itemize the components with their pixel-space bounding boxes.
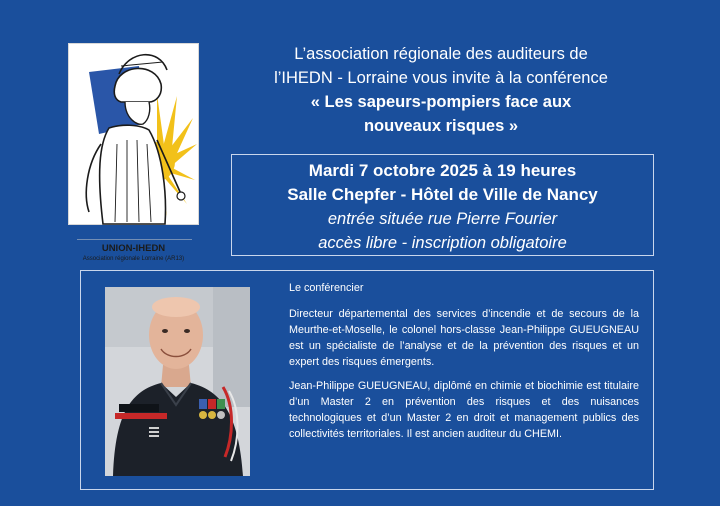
event-date: Mardi 7 octobre 2025 à 19 heures [308, 161, 577, 180]
logo-subtitle: Association régionale Lorraine (AR13) [82, 256, 185, 262]
invitation-heading [228, 42, 654, 138]
speaker-photo [105, 287, 250, 476]
athena-emblem-icon [69, 44, 200, 240]
speaker-section [80, 270, 654, 490]
event-details-box [231, 154, 654, 256]
speaker-label: Le conférencier [289, 282, 364, 294]
conference-title-line-2: nouveaux risques » [363, 117, 519, 135]
union-ihedn-logo [68, 43, 199, 262]
conference-title-line-1: « Les sapeurs-pompiers face aux [310, 93, 572, 111]
speaker-bio-paragraph-1: Directeur départemental des services d’incendie et de secours de la Meurthe-et-Moselle, le colonel hors-classe Jean-Philippe GUEUGNEAU est un spécialiste de l’analyse et de la prévention des risques et un expert des risques émergents. [289, 308, 639, 368]
event-entrance: entrée située rue Pierre Fourier [327, 210, 558, 228]
event-access: accès libre - inscription obligatoire [318, 234, 567, 252]
speaker-bio-paragraph-2: Jean-Philippe GUEUGNEAU, diplômé en chimie et biochimie est titulaire d’un Master 2 en prévention des risques et des nuisances technologiques et d’un Master 2 en droit et management publics des collectivités territoriales. Il est ancien auditeur du CHEMI. [289, 380, 639, 440]
event-venue: Salle Chepfer - Hôtel de Ville de Nancy [287, 185, 598, 204]
speaker-bio [289, 280, 639, 450]
invitation-line-1: L’association régionale des auditeurs de [294, 45, 588, 63]
invitation-line-2: l’IHEDN - Lorraine vous invite à la conférence [274, 69, 608, 87]
logo-title: UNION-IHEDN [101, 243, 166, 254]
